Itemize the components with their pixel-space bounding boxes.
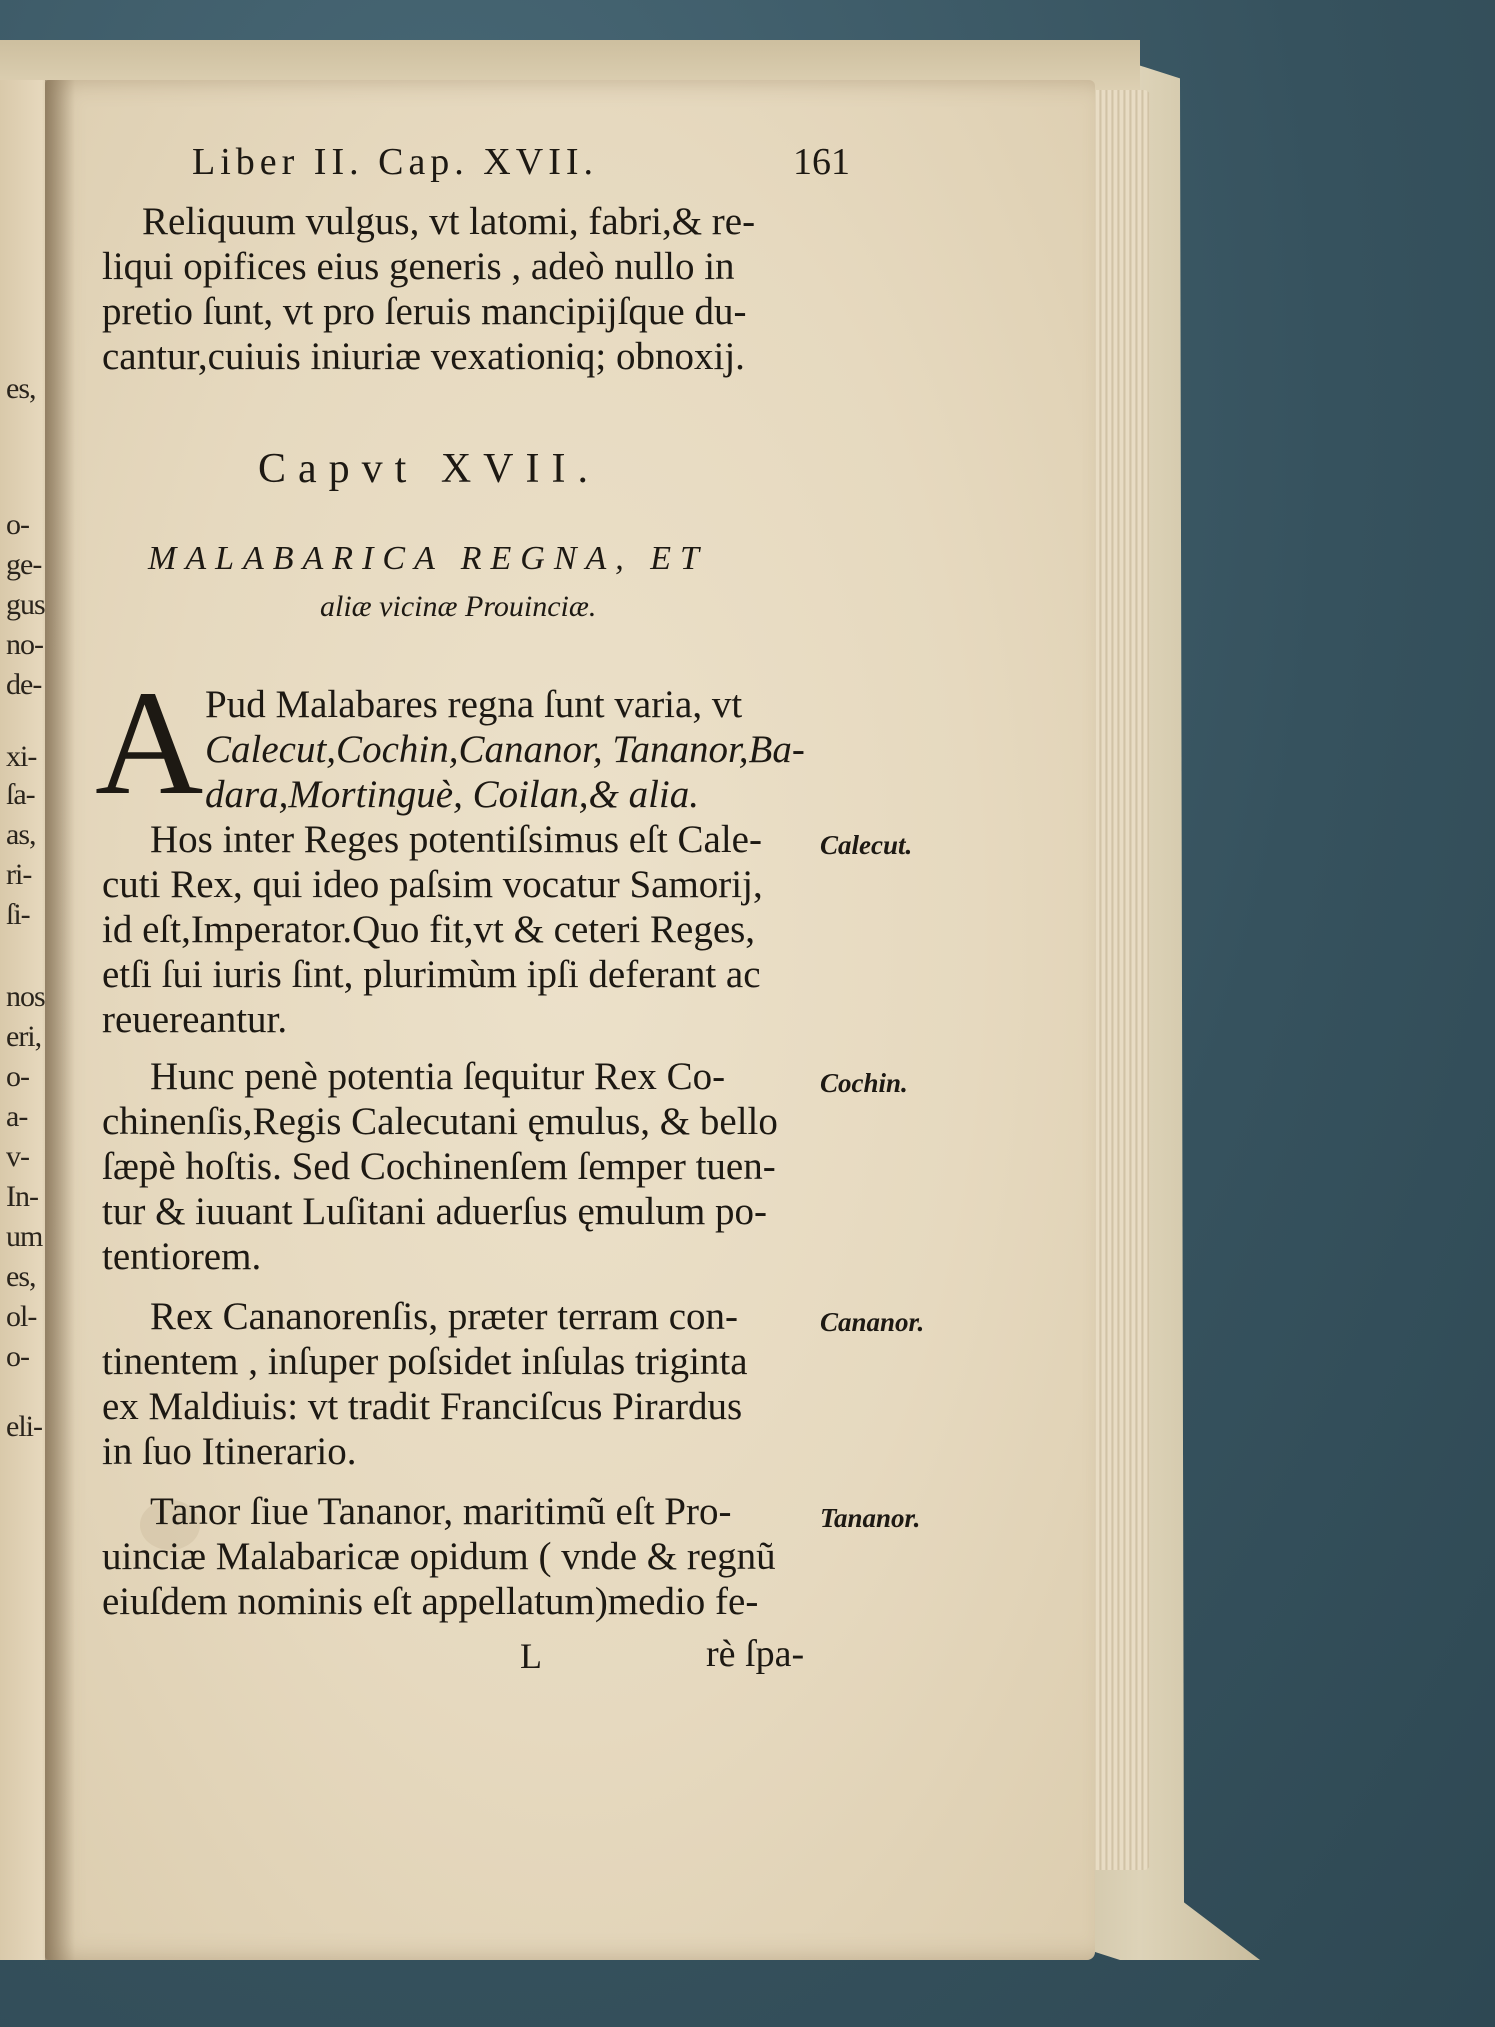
text-line: tentiorem. <box>102 1235 262 1278</box>
text-line: Reliquum vulgus, vt latomi, fabri,& re- <box>142 200 756 243</box>
text-line: Pud Malabares regna ſunt varia, vt <box>205 683 743 726</box>
text-line: id eſt,Imperator.Quo fit,vt & ceteri Reges, <box>102 908 756 951</box>
facing-page-fragment: de- <box>6 668 42 701</box>
marginal-note: Calecut. <box>820 830 913 860</box>
facing-page-fragment: o- <box>6 1340 29 1373</box>
facing-page-fragment: as, <box>6 818 36 851</box>
text-line: reuereantur. <box>102 998 288 1041</box>
marginal-note: Tananor. <box>820 1503 921 1533</box>
text-line: etſi ſui iuris ſint, plurimùm ipſi deferant ac <box>102 953 761 996</box>
marginal-note: Cananor. <box>820 1307 925 1337</box>
facing-page-fragment: ſa- <box>6 778 35 811</box>
text-line: tur & iuuant Luſitani aduerſus ęmulum po- <box>102 1190 768 1233</box>
chapter-title-line-2: aliæ vicinæ Prouinciæ. <box>320 590 597 623</box>
running-head <box>192 140 850 190</box>
text-line: Rex Cananorenſis, præter terram con- <box>150 1295 739 1338</box>
facing-page-fragment: no- <box>6 628 43 661</box>
text-line: chinenſis,Regis Calecutani ęmulus, & bello <box>102 1100 778 1143</box>
text-line: in ſuo Itinerario. <box>102 1430 357 1473</box>
text-line: tinentem , inſuper poſsidet inſulas triginta <box>102 1340 748 1383</box>
page-gutter-shadow <box>45 80 75 1960</box>
facing-page-fragment: v- <box>6 1140 29 1173</box>
facing-page-fragment: ri- <box>6 858 32 891</box>
text-line: uinciæ Malabaricæ opidum ( vnde & regnũ <box>102 1535 776 1578</box>
facing-page-fragment: xi- <box>6 740 37 773</box>
chapter-title-line-1: MALABARICA REGNA, ET <box>148 540 708 577</box>
text-line: cantur,cuiuis iniuriæ vexationiq; obnoxij. <box>102 335 745 378</box>
facing-page-fragment: ge- <box>6 548 42 581</box>
catchword: rè ſpa- <box>706 1633 805 1675</box>
text-line: Calecut,Cochin,Cananor, Tananor,Ba- <box>205 728 805 771</box>
text-line: ſæpè hoſtis. Sed Cochinenſem ſemper tuen- <box>102 1145 776 1188</box>
text-line: Tanor ſiue Tananor, maritimũ eſt Pro- <box>150 1490 732 1533</box>
facing-page-fragment: es, <box>6 1260 36 1293</box>
text-line: Hunc penè potentia ſequitur Rex Co- <box>150 1055 726 1098</box>
marginal-note: Cochin. <box>820 1068 908 1098</box>
page-number: 161 <box>793 141 850 183</box>
facing-page-fragment: ol- <box>6 1300 37 1333</box>
facing-page-fragment: eli- <box>6 1410 42 1443</box>
text-line: eiuſdem nominis eſt appellatum)medio fe- <box>102 1580 759 1623</box>
facing-page-fragment: gus <box>6 588 45 621</box>
facing-page-fragment: eri, <box>6 1020 42 1053</box>
page-edges <box>1090 90 1150 1870</box>
facing-page-fragment: o- <box>6 1060 29 1093</box>
facing-page-fragment: es, <box>6 372 36 405</box>
facing-page-fragment: nos <box>6 980 45 1013</box>
facing-page-fragment: a- <box>6 1100 28 1133</box>
facing-page-fragment: In- <box>6 1180 38 1213</box>
signature-mark: L <box>520 1636 542 1676</box>
facing-page-fragment: o- <box>6 508 29 541</box>
text-line: liqui opifices eius generis , adeò nullo in <box>102 245 735 288</box>
text-line: Hos inter Reges potentiſsimus eſt Cale- <box>150 818 762 861</box>
text-line: cuti Rex, qui ideo paſsim vocatur Samorij, <box>102 863 763 906</box>
running-head-title: Liber II. Cap. XVII. <box>192 141 599 183</box>
drop-cap: A <box>95 660 204 826</box>
text-line: pretio ſunt, vt pro ſeruis mancipijſque du- <box>102 290 747 333</box>
facing-page-fragment: um <box>6 1220 43 1253</box>
chapter-heading: Capvt XVII. <box>258 446 600 492</box>
facing-page-fragment: ſi- <box>6 898 30 931</box>
text-line: dara,Mortinguè, Coilan,& alia. <box>205 773 700 816</box>
text-line: ex Maldiuis: vt tradit Franciſcus Pirardus <box>102 1385 743 1428</box>
